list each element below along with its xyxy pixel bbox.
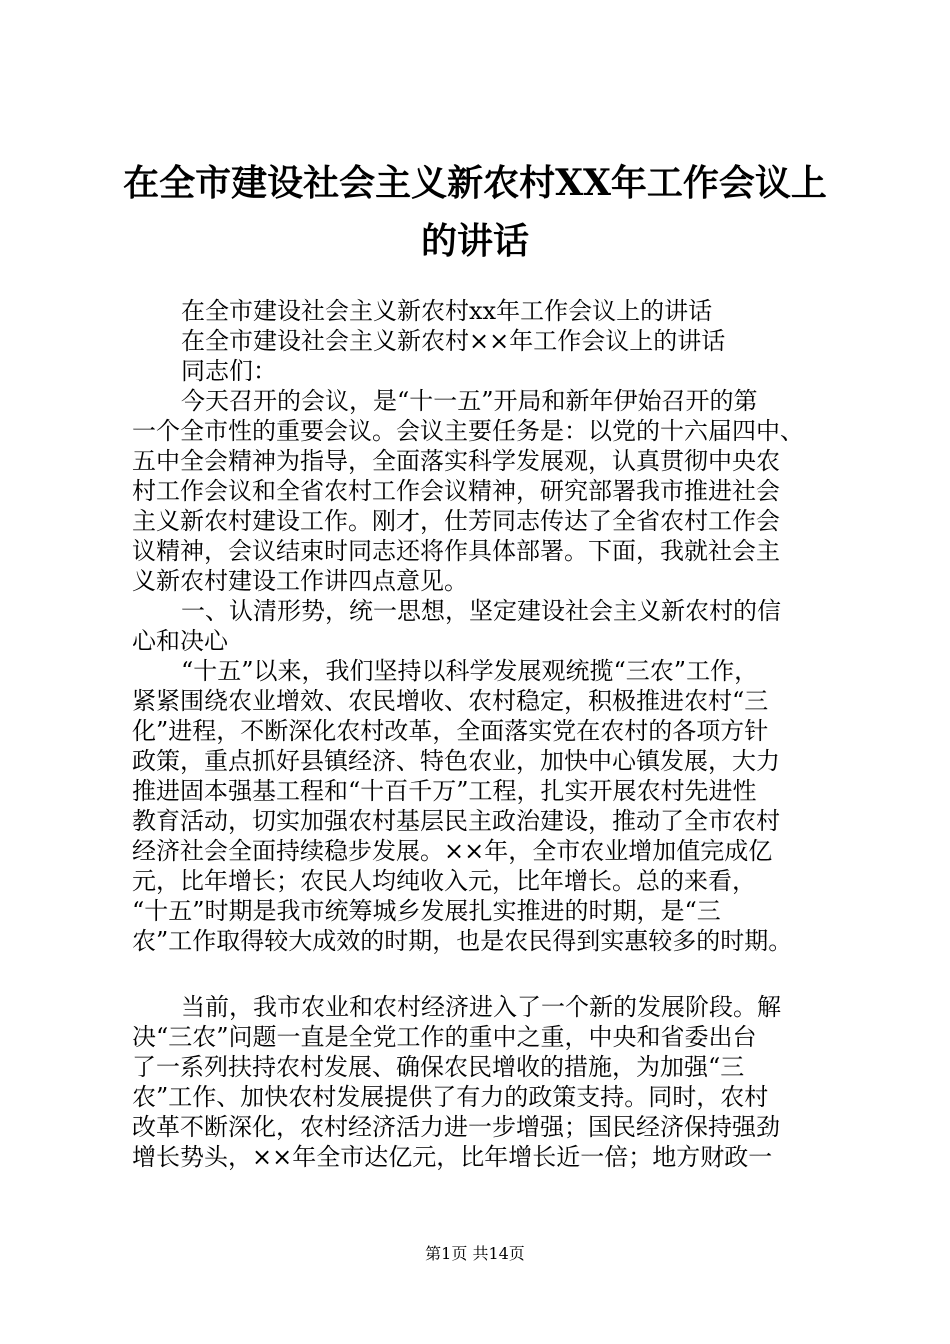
subtitle-line: 在全市建设社会主义新农村××年工作会议上的讲话 <box>181 327 726 355</box>
paragraph-line: 改革不断深化，农村经济活力进一步增强；国民经济保持强劲 <box>132 1113 780 1141</box>
document-title-line-2: 的讲话 <box>420 220 529 262</box>
paragraph-line: 议精神，会议结束时同志还将作具体部署。下面，我就社会主 <box>132 537 780 565</box>
paragraph-line: “十五”时期是我市统筹城乡发展扎实推进的时期，是“三 <box>132 897 721 925</box>
salutation: 同志们： <box>181 357 277 385</box>
paragraph-line: 经济社会全面持续稳步发展。××年，全市农业增加值完成亿 <box>132 837 773 865</box>
paragraph-line: 元，比年增长；农民人均纯收入元，比年增长。总的来看， <box>132 867 756 895</box>
subtitle-line: 在全市建设社会主义新农村xx年工作会议上的讲话 <box>181 297 713 325</box>
paragraph-line: 决“三农”问题一直是全党工作的重中之重，中央和省委出台 <box>132 1023 757 1051</box>
paragraph-line: 五中全会精神为指导，全面落实科学发展观，认真贯彻中央农 <box>132 447 780 475</box>
paragraph-line: 一个全市性的重要会议。会议主要任务是：以党的十六届四中、 <box>132 417 804 445</box>
paragraph-line: 紧紧围绕农业增效、农民增收、农村稳定，积极推进农村“三 <box>132 687 769 715</box>
paragraph-line: 农”工作取得较大成效的时期，也是农民得到实惠较多的时期。 <box>132 927 793 955</box>
paragraph-line: 推进固本强基工程和“十百千万”工程，扎实开展农村先进性 <box>132 777 757 805</box>
paragraph-line: 化”进程，不断深化农村改革，全面落实党在农村的各项方针 <box>132 717 769 745</box>
section-heading-line: 心和决心 <box>132 627 228 655</box>
paragraph-line: 义新农村建设工作讲四点意见。 <box>132 567 468 595</box>
paragraph-line: 增长势头，××年全市达亿元，比年增长近一倍；地方财政一 <box>132 1143 773 1171</box>
paragraph-line: “十五”以来，我们坚持以科学发展观统揽“三农”工作， <box>181 657 759 685</box>
section-heading-line: 一、认清形势，统一思想，坚定建设社会主义新农村的信 <box>181 597 781 625</box>
paragraph-line: 当前，我市农业和农村经济进入了一个新的发展阶段。解 <box>181 993 781 1021</box>
document-body <box>132 296 832 1172</box>
paragraph-line: 政策，重点抓好县镇经济、特色农业，加快中心镇发展，大力 <box>132 747 780 775</box>
page-number-footer: 第1页 共14页 <box>425 1244 525 1263</box>
paragraph-line: 村工作会议和全省农村工作会议精神，研究部署我市推进社会 <box>132 477 780 505</box>
paragraph-line: 了一系列扶持农村发展、确保农民增收的措施，为加强“三 <box>132 1053 745 1081</box>
paragraph-gap <box>132 956 832 992</box>
paragraph-line: 农”工作、加快农村发展提供了有力的政策支持。同时，农村 <box>132 1083 769 1111</box>
paragraph-line: 主义新农村建设工作。刚才，仕芳同志传达了全省农村工作会 <box>132 507 780 535</box>
paragraph-line: 今天召开的会议，是“十一五”开局和新年伊始召开的第 <box>181 387 758 415</box>
document-title-line-1: 在全市建设社会主义新农村XX年工作会议上 <box>123 162 827 204</box>
paragraph-line: 教育活动，切实加强农村基层民主政治建设，推动了全市农村 <box>132 807 780 835</box>
